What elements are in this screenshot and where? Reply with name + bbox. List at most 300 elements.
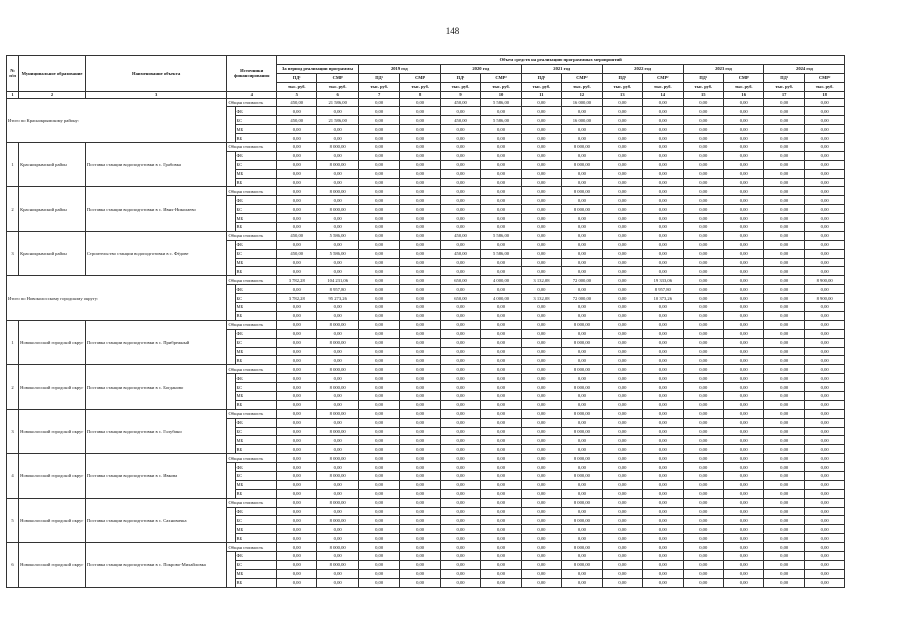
- value-cell: 0,00: [521, 134, 561, 143]
- value-cell: 0,00: [400, 507, 440, 516]
- value-cell: 0,00: [277, 329, 317, 338]
- value-cell: 0,00: [562, 285, 602, 294]
- subheader-cell: ПД¹: [277, 73, 317, 82]
- value-cell: 0,00: [683, 436, 723, 445]
- value-cell: 0,00: [562, 418, 602, 427]
- value-cell: 3 132,08: [521, 276, 561, 285]
- value-cell: 0,00: [317, 134, 358, 143]
- value-cell: 0,00: [804, 471, 845, 480]
- column-number-cell: 8: [400, 91, 440, 98]
- total-row: [7, 276, 886, 285]
- value-cell: 0,00: [602, 543, 642, 552]
- value-cell: 0,00: [602, 480, 642, 489]
- value-cell: 0,00: [521, 107, 561, 116]
- value-cell: 0,00: [804, 231, 845, 240]
- value-cell: 0,00: [481, 525, 521, 534]
- value-cell: 8 000,00: [562, 498, 602, 507]
- value-cell: 0,00: [804, 578, 845, 587]
- value-cell: 8 000,00: [317, 383, 358, 392]
- source-cell: ВБ: [235, 356, 276, 365]
- value-cell: 0,00: [317, 569, 358, 578]
- value-cell: 0,00: [440, 471, 480, 480]
- value-cell: 0,00: [400, 107, 440, 116]
- value-cell: 5 586,00: [481, 231, 521, 240]
- table-row: [7, 187, 886, 196]
- value-cell: 0,00: [358, 578, 399, 587]
- column-number-cell: 14: [643, 91, 683, 98]
- value-cell: 0,00: [602, 409, 642, 418]
- source-cell: ВБ: [235, 134, 276, 143]
- value-cell: 0,00: [481, 391, 521, 400]
- value-cell: 0,00: [481, 489, 521, 498]
- value-cell: 0,00: [643, 107, 683, 116]
- value-cell: 0,00: [521, 480, 561, 489]
- value-cell: 0,00: [602, 418, 642, 427]
- value-cell: 0,00: [643, 125, 683, 134]
- unit-cell: тыс. руб.: [521, 82, 561, 91]
- value-cell: 0,00: [440, 240, 480, 249]
- value-cell: 0,00: [481, 578, 521, 587]
- item-number: 1: [7, 143, 19, 187]
- value-cell: 0,00: [723, 329, 763, 338]
- value-cell: 0,00: [440, 205, 480, 214]
- value-cell: 0,00: [764, 249, 804, 258]
- value-cell: 0,00: [481, 516, 521, 525]
- value-cell: 0,00: [602, 578, 642, 587]
- value-cell: 0,00: [643, 507, 683, 516]
- value-cell: 0,00: [521, 258, 561, 267]
- column-number-cell: 6: [317, 91, 358, 98]
- value-cell: 0,00: [723, 240, 763, 249]
- value-cell: 0,00: [317, 169, 358, 178]
- value-cell: 450,00: [277, 98, 317, 107]
- value-cell: 8 000,00: [562, 160, 602, 169]
- value-cell: 0,00: [723, 125, 763, 134]
- group-total-label: Итого по Краснокрымскому району:: [7, 98, 227, 142]
- value-cell: 0,00: [358, 391, 399, 400]
- value-cell: 0,00: [683, 578, 723, 587]
- value-cell: 0,00: [643, 303, 683, 312]
- value-cell: 0,00: [602, 374, 642, 383]
- value-cell: 0,00: [277, 516, 317, 525]
- unit-cell: тыс. руб.: [277, 82, 317, 91]
- value-cell: 0,00: [602, 516, 642, 525]
- value-cell: 0,00: [400, 356, 440, 365]
- value-cell: 0,00: [358, 125, 399, 134]
- value-cell: 0,00: [440, 320, 480, 329]
- unit-cell: тыс. руб.: [317, 82, 358, 91]
- value-cell: 0,00: [400, 471, 440, 480]
- value-cell: 0,00: [358, 134, 399, 143]
- value-cell: 0,00: [602, 169, 642, 178]
- value-cell: 0,00: [440, 391, 480, 400]
- value-cell: 0,00: [440, 134, 480, 143]
- value-cell: 104 231,06: [317, 276, 358, 285]
- value-cell: 0,00: [764, 534, 804, 543]
- value-cell: 0,00: [277, 187, 317, 196]
- value-cell: 0,00: [764, 409, 804, 418]
- value-cell: 0,00: [683, 267, 723, 276]
- value-cell: 0,00: [804, 480, 845, 489]
- value-cell: 0,00: [562, 551, 602, 560]
- value-cell: 0,00: [400, 374, 440, 383]
- value-cell: 0,00: [400, 454, 440, 463]
- value-cell: 0,00: [764, 427, 804, 436]
- value-cell: 0,00: [440, 125, 480, 134]
- value-cell: 0,00: [521, 534, 561, 543]
- value-cell: 0,00: [481, 507, 521, 516]
- item-number: 6: [7, 543, 19, 587]
- value-cell: 0,00: [562, 569, 602, 578]
- value-cell: 0,00: [481, 285, 521, 294]
- value-cell: 5 586,00: [481, 249, 521, 258]
- value-cell: 0,00: [277, 151, 317, 160]
- value-cell: 650,00: [440, 294, 480, 303]
- value-cell: 0,00: [400, 125, 440, 134]
- value-cell: 0,00: [400, 285, 440, 294]
- value-cell: 0,00: [277, 427, 317, 436]
- header-volume: Объем средств на реализацию программных мероприятий: [277, 56, 845, 65]
- value-cell: 0,00: [602, 231, 642, 240]
- value-cell: 0,00: [521, 285, 561, 294]
- value-cell: 0,00: [643, 391, 683, 400]
- value-cell: 0,00: [400, 303, 440, 312]
- value-cell: 0,00: [440, 507, 480, 516]
- value-cell: 0,00: [358, 196, 399, 205]
- value-cell: 0,00: [277, 303, 317, 312]
- value-cell: 0,00: [277, 489, 317, 498]
- value-cell: 0,00: [277, 196, 317, 205]
- value-cell: 0,00: [481, 480, 521, 489]
- source-cell: ФБ: [235, 196, 276, 205]
- value-cell: 0,00: [602, 463, 642, 472]
- value-cell: 0,00: [400, 214, 440, 223]
- value-cell: 0,00: [440, 374, 480, 383]
- value-cell: 0,00: [643, 445, 683, 454]
- value-cell: 0,00: [643, 231, 683, 240]
- value-cell: 8 000,00: [562, 383, 602, 392]
- value-cell: 0,00: [804, 489, 845, 498]
- header-period: За период реализации программы: [277, 64, 359, 73]
- value-cell: 0,00: [602, 391, 642, 400]
- value-cell: 5 586,00: [317, 231, 358, 240]
- value-cell: 0,00: [602, 294, 642, 303]
- value-cell: 0,00: [764, 489, 804, 498]
- value-cell: 0,00: [277, 214, 317, 223]
- value-cell: 0,00: [562, 231, 602, 240]
- value-cell: 0,00: [723, 525, 763, 534]
- value-cell: 0,00: [764, 356, 804, 365]
- value-cell: 0,00: [440, 356, 480, 365]
- value-cell: 0,00: [643, 400, 683, 409]
- value-cell: 0,00: [683, 169, 723, 178]
- column-number-cell: 3: [85, 91, 227, 98]
- value-cell: 0,00: [764, 374, 804, 383]
- table-row: [7, 231, 886, 240]
- value-cell: 0,00: [683, 160, 723, 169]
- value-cell: 0,00: [481, 311, 521, 320]
- value-cell: 0,00: [521, 196, 561, 205]
- value-cell: 0,00: [440, 560, 480, 569]
- value-cell: 0,00: [562, 125, 602, 134]
- value-cell: 0,00: [481, 303, 521, 312]
- value-cell: 0,00: [481, 214, 521, 223]
- value-cell: 0,00: [643, 427, 683, 436]
- value-cell: 0,00: [481, 205, 521, 214]
- value-cell: 0,00: [481, 151, 521, 160]
- value-cell: 0,00: [521, 143, 561, 152]
- value-cell: 0,00: [683, 400, 723, 409]
- value-cell: 0,00: [562, 347, 602, 356]
- value-cell: 0,00: [481, 320, 521, 329]
- value-cell: 0,00: [358, 294, 399, 303]
- unit-cell: тыс. руб.: [440, 82, 480, 91]
- value-cell: 0,00: [683, 311, 723, 320]
- value-cell: 0,00: [521, 560, 561, 569]
- value-cell: 0,00: [683, 223, 723, 232]
- value-cell: 0,00: [764, 320, 804, 329]
- value-cell: 0,00: [440, 151, 480, 160]
- value-cell: 0,00: [804, 258, 845, 267]
- in-that-number-label: [227, 374, 235, 410]
- value-cell: 0,00: [400, 480, 440, 489]
- value-cell: 0,00: [400, 276, 440, 285]
- value-cell: 0,00: [358, 205, 399, 214]
- value-cell: 0,00: [358, 516, 399, 525]
- value-cell: 8 000,00: [562, 205, 602, 214]
- table-row: [7, 365, 886, 374]
- value-cell: 0,00: [602, 320, 642, 329]
- value-cell: 0,00: [764, 214, 804, 223]
- value-cell: 0,00: [440, 480, 480, 489]
- value-cell: 0,00: [440, 525, 480, 534]
- value-cell: 0,00: [400, 231, 440, 240]
- value-cell: 0,00: [400, 160, 440, 169]
- value-cell: 0,00: [723, 214, 763, 223]
- header-num: № п/п: [7, 56, 19, 92]
- value-cell: 0,00: [643, 471, 683, 480]
- value-cell: 0,00: [643, 409, 683, 418]
- value-cell: 0,00: [277, 409, 317, 418]
- value-cell: 0,00: [764, 463, 804, 472]
- value-cell: 0,00: [277, 338, 317, 347]
- column-number-cell: 5: [277, 91, 317, 98]
- value-cell: 0,00: [521, 231, 561, 240]
- item-number: 3: [7, 409, 19, 453]
- value-cell: 0,00: [521, 409, 561, 418]
- in-that-number-label: [227, 418, 235, 454]
- municipality-name: Новоколосский городской округ: [19, 320, 86, 364]
- value-cell: 0,00: [643, 569, 683, 578]
- value-cell: 0,00: [562, 267, 602, 276]
- table-row: [7, 409, 886, 418]
- value-cell: 0,00: [481, 400, 521, 409]
- header-object: Наименование объекта: [85, 56, 227, 92]
- value-cell: 0,00: [440, 543, 480, 552]
- value-cell: 0,00: [643, 498, 683, 507]
- source-cell: БС: [235, 294, 276, 303]
- value-cell: 0,00: [804, 418, 845, 427]
- value-cell: 0,00: [400, 320, 440, 329]
- value-cell: 0,00: [764, 454, 804, 463]
- value-cell: 0,00: [521, 267, 561, 276]
- value-cell: 0,00: [440, 400, 480, 409]
- value-cell: 0,00: [440, 178, 480, 187]
- value-cell: 0,00: [602, 214, 642, 223]
- value-cell: 0,00: [683, 463, 723, 472]
- value-cell: 0,00: [764, 160, 804, 169]
- value-cell: 0,00: [521, 454, 561, 463]
- value-cell: 0,00: [683, 329, 723, 338]
- value-cell: 0,00: [683, 365, 723, 374]
- source-cell: МБ: [235, 391, 276, 400]
- value-cell: 0,00: [643, 169, 683, 178]
- value-cell: 0,00: [440, 445, 480, 454]
- municipality-name: Новоколосский городской округ: [19, 409, 86, 453]
- value-cell: 0,00: [683, 374, 723, 383]
- value-cell: 0,00: [358, 383, 399, 392]
- table-body: [7, 98, 886, 587]
- value-cell: 0,00: [358, 365, 399, 374]
- value-cell: 0,00: [723, 151, 763, 160]
- value-cell: 0,00: [643, 151, 683, 160]
- value-cell: 450,00: [277, 116, 317, 125]
- source-cell: ВБ: [235, 267, 276, 276]
- value-cell: 0,00: [643, 578, 683, 587]
- value-cell: 0,00: [440, 303, 480, 312]
- value-cell: 0,00: [521, 516, 561, 525]
- value-cell: 0,00: [643, 480, 683, 489]
- value-cell: 0,00: [521, 303, 561, 312]
- value-cell: 0,00: [723, 143, 763, 152]
- value-cell: 0,00: [764, 116, 804, 125]
- value-cell: 0,00: [683, 187, 723, 196]
- value-cell: 0,00: [643, 338, 683, 347]
- value-cell: 0,00: [358, 116, 399, 125]
- value-cell: 0,00: [521, 356, 561, 365]
- value-cell: 0,00: [277, 125, 317, 134]
- source-cell: Общая стоимость: [227, 409, 277, 418]
- value-cell: 0,00: [683, 418, 723, 427]
- value-cell: 0,00: [440, 169, 480, 178]
- source-cell: ВБ: [235, 534, 276, 543]
- value-cell: 0,00: [562, 436, 602, 445]
- budget-table: [6, 55, 886, 588]
- value-cell: 0,00: [723, 454, 763, 463]
- value-cell: 0,00: [481, 374, 521, 383]
- value-cell: 0,00: [481, 223, 521, 232]
- value-cell: 0,00: [358, 480, 399, 489]
- value-cell: 0,00: [723, 480, 763, 489]
- value-cell: 0,00: [277, 160, 317, 169]
- value-cell: 0,00: [764, 303, 804, 312]
- source-cell: ФБ: [235, 551, 276, 560]
- value-cell: 0,00: [277, 356, 317, 365]
- value-cell: 0,00: [358, 249, 399, 258]
- value-cell: 0,00: [317, 178, 358, 187]
- value-cell: 0,00: [521, 169, 561, 178]
- value-cell: 0,00: [602, 329, 642, 338]
- header-year: 2024 год: [764, 64, 845, 73]
- subheader-cell: СМР: [400, 73, 440, 82]
- value-cell: 8 000,00: [317, 338, 358, 347]
- value-cell: 0,00: [683, 285, 723, 294]
- unit-cell: тыс. руб.: [764, 82, 804, 91]
- value-cell: 0,00: [723, 107, 763, 116]
- value-cell: 0,00: [683, 276, 723, 285]
- source-cell: МБ: [235, 258, 276, 267]
- value-cell: 0,00: [521, 391, 561, 400]
- value-cell: 0,00: [764, 347, 804, 356]
- source-cell: МБ: [235, 125, 276, 134]
- column-number-cell: 9: [440, 91, 480, 98]
- value-cell: 3 132,08: [521, 294, 561, 303]
- value-cell: 0,00: [643, 463, 683, 472]
- object-name: Поставка станции водоподготовки в с. Грабовка: [85, 143, 227, 187]
- value-cell: 0,00: [317, 151, 358, 160]
- value-cell: 8 000,00: [317, 427, 358, 436]
- value-cell: 0,00: [521, 98, 561, 107]
- value-cell: 0,00: [317, 489, 358, 498]
- value-cell: 0,00: [643, 134, 683, 143]
- source-cell: ФБ: [235, 240, 276, 249]
- value-cell: 0,00: [481, 196, 521, 205]
- value-cell: 0,00: [358, 463, 399, 472]
- value-cell: 0,00: [723, 223, 763, 232]
- value-cell: 0,00: [764, 151, 804, 160]
- value-cell: 0,00: [440, 329, 480, 338]
- value-cell: 0,00: [764, 294, 804, 303]
- value-cell: 0,00: [400, 543, 440, 552]
- object-name: Поставка станции водоподготовки в с. Покрово-Михайловка: [85, 543, 227, 587]
- value-cell: 0,00: [804, 383, 845, 392]
- value-cell: 0,00: [521, 498, 561, 507]
- value-cell: 0,00: [317, 374, 358, 383]
- value-cell: 0,00: [804, 543, 845, 552]
- value-cell: 0,00: [643, 383, 683, 392]
- value-cell: 0,00: [400, 116, 440, 125]
- value-cell: 0,00: [317, 356, 358, 365]
- source-cell: БС: [235, 116, 276, 125]
- value-cell: 0,00: [277, 240, 317, 249]
- value-cell: 4 000,00: [481, 276, 521, 285]
- value-cell: 8 000,00: [317, 187, 358, 196]
- value-cell: 0,00: [521, 178, 561, 187]
- value-cell: 0,00: [683, 409, 723, 418]
- source-cell: БС: [235, 160, 276, 169]
- header-year: 2022 год: [602, 64, 683, 73]
- subheader-cell: СМР: [317, 73, 358, 82]
- value-cell: 0,00: [277, 551, 317, 560]
- value-cell: 0,00: [562, 311, 602, 320]
- value-cell: 8 000,00: [562, 471, 602, 480]
- value-cell: 0,00: [481, 463, 521, 472]
- value-cell: 0,00: [440, 338, 480, 347]
- value-cell: 0,00: [317, 223, 358, 232]
- value-cell: 0,00: [481, 569, 521, 578]
- value-cell: 0,00: [683, 249, 723, 258]
- column-number-cell: 18: [804, 91, 845, 98]
- value-cell: 0,00: [804, 525, 845, 534]
- value-cell: 8 900,00: [804, 276, 845, 285]
- value-cell: 0,00: [277, 525, 317, 534]
- value-cell: 0,00: [643, 489, 683, 498]
- value-cell: 0,00: [804, 463, 845, 472]
- value-cell: 0,00: [643, 258, 683, 267]
- value-cell: 0,00: [440, 454, 480, 463]
- value-cell: 0,00: [683, 320, 723, 329]
- column-number-cell: 4: [227, 91, 277, 98]
